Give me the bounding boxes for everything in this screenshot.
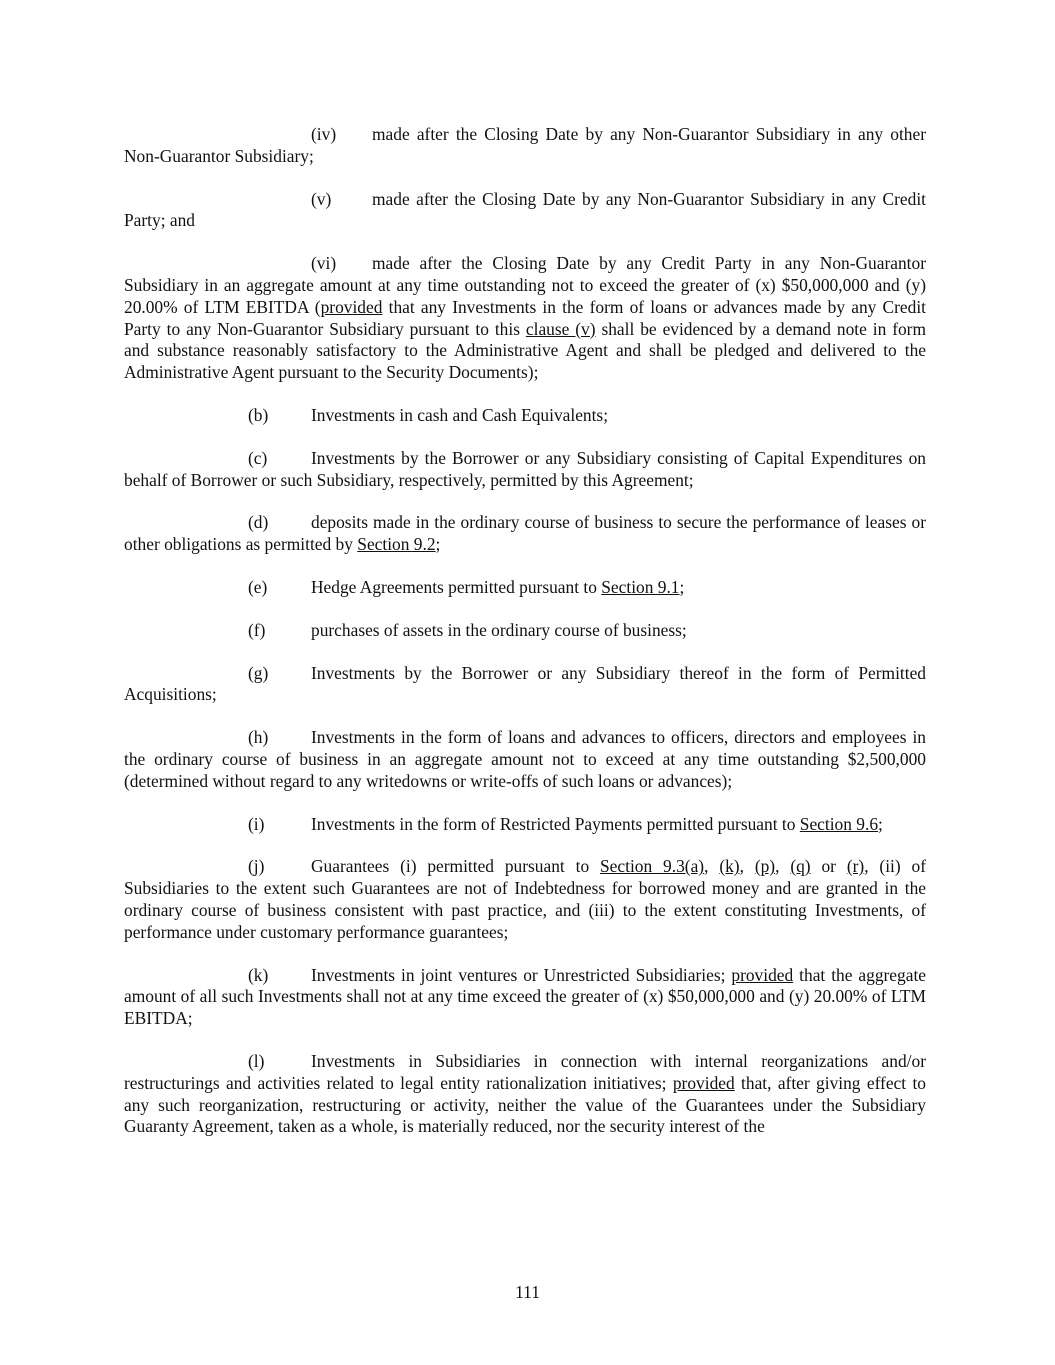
clause-text: Investments in the form of loans and advances to officers, directors and employees in the ordinary course of business in an aggregate amount not to exceed at any time outstanding $2,500,000 (determined without regard to any writedowns or write-offs of such loans or advances); — [124, 727, 926, 791]
cross-reference: Section 9.1 — [601, 576, 680, 597]
clause-text: deposits made in the ordinary course of business to secure the performance of leases or other obligations as permitted by — [124, 512, 926, 555]
clause-text: Hedge Agreements permitted pursuant to — [311, 576, 602, 597]
clause-text: ; — [679, 576, 685, 597]
clause-text: , — [775, 856, 791, 877]
cross-reference: Section 9.6 — [799, 813, 879, 834]
clause-vi — [124, 253, 926, 384]
clause-text: , — [739, 856, 755, 877]
cross-reference: (q) — [790, 856, 811, 877]
clause-label: (c) — [248, 447, 268, 468]
clause-c — [124, 448, 926, 492]
clause-i — [124, 814, 926, 836]
clause-text: shall be evidenced by a demand note in form and substance reasonably satisfactory to the Administrative Agent and shall be pledged and delivered to the Administrative Agent pursuant to the Security Documents); — [124, 318, 927, 383]
clause-text: made after the Closing Date by any Credit Party in any Non-Guarantor Subsidiary in an aggregate amount at any time outstanding not to exceed the greater of (x) $50,000,000 and (y) 20.00% of LTM EBITDA ( — [124, 253, 926, 317]
document-body — [124, 124, 926, 1138]
clause-text: that the aggregate amount of all such Investments shall not at any time exceed the greater of (x) $50,000,000 and (y) 20.00% of LTM EBITDA; — [124, 964, 926, 1029]
defined-term: provided — [731, 964, 794, 985]
clause-text: Investments in Subsidiaries in connection with internal reorganizations and/or restructurings and activities related to legal entity rationalization initiatives; — [124, 1050, 926, 1093]
clause-e — [124, 577, 926, 599]
cross-reference: Section 9.3(a) — [600, 856, 705, 877]
clause-text: that, after giving effect to any such reorganization, restructuring or activity, neither the value of the Guarantees under the Subsidiary Guaranty Agreement, taken as a whole, is materially reduced, nor the security interest of the — [124, 1072, 926, 1137]
clause-k — [124, 965, 926, 1030]
clause-label: (d) — [248, 512, 269, 533]
clause-g — [124, 663, 926, 707]
clause-label: (h) — [248, 727, 269, 748]
clause-text: Investments by the Borrower or any Subsidiary consisting of Capital Expenditures on behalf of Borrower or such Subsidiary, respectively, permitted by this Agreement; — [124, 447, 926, 490]
clause-label: (v) — [311, 188, 332, 209]
clause-text: , — [704, 856, 720, 877]
page-number: 111 — [515, 1282, 540, 1302]
clause-text: made after the Closing Date by any Non-Guarantor Subsidiary in any other Non-Guarantor Subsidiary; — [124, 124, 926, 166]
clause-text: Guarantees (i) permitted pursuant to — [311, 856, 601, 877]
clause-text: Investments by the Borrower or any Subsidiary thereof in the form of Permitted Acquisitions; — [124, 662, 926, 705]
clause-text: or — [810, 856, 847, 877]
clause-label: (g) — [248, 662, 269, 683]
cross-reference: (r) — [846, 856, 865, 877]
clause-text: , (ii) of Subsidiaries to the extent such Guarantees are not of Indebtedness for borrowed money and are granted in the ordinary course of business consistent with past practice, and (iii) to the extent constituting Investments, of performance under customary performance guarantees; — [124, 856, 926, 942]
clause-label: (k) — [248, 964, 269, 985]
clause-f — [124, 620, 926, 642]
clause-l — [124, 1051, 926, 1138]
clause-iv — [124, 124, 926, 168]
cross-reference: (k) — [719, 856, 740, 877]
clause-label: (j) — [248, 856, 265, 877]
clause-label: (iv) — [311, 124, 337, 144]
clause-j — [124, 856, 926, 943]
clause-text: ; — [878, 813, 883, 834]
clause-text: that any Investments in the form of loans or advances made by any Credit Party to any Non-Guarantor Subsidiary pursuant to this — [124, 296, 926, 339]
clause-b — [124, 405, 926, 427]
cross-reference: (p) — [754, 856, 776, 877]
clause-text: Investments in joint ventures or Unrestricted Subsidiaries; — [311, 964, 732, 985]
clause-d — [124, 512, 926, 556]
clause-text: Investments in cash and Cash Equivalents; — [311, 404, 609, 425]
clause-label: (l) — [248, 1050, 265, 1071]
cross-reference: Section 9.2 — [357, 534, 436, 555]
clause-label: (f) — [248, 619, 266, 640]
clause-label: (b) — [248, 404, 269, 425]
clause-h — [124, 727, 926, 792]
clause-text: made after the Closing Date by any Non-Guarantor Subsidiary in any Credit Party; and — [124, 188, 926, 231]
cross-reference: clause (v) — [525, 318, 596, 339]
clause-label: (vi) — [311, 253, 337, 274]
clause-text: Investments in the form of Restricted Payments permitted pursuant to — [311, 813, 800, 834]
clause-text: ; — [435, 534, 441, 555]
clause-text: purchases of assets in the ordinary course of business; — [311, 619, 687, 640]
clause-label: (e) — [248, 576, 268, 597]
defined-term: provided — [320, 296, 383, 317]
defined-term: provided — [672, 1072, 735, 1093]
clause-v — [124, 189, 926, 233]
clause-label: (i) — [248, 813, 265, 834]
